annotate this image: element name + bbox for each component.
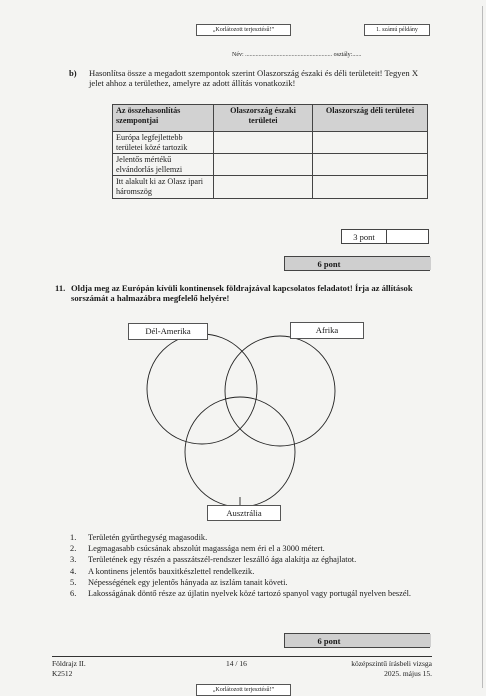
footer-subject: Földrajz II. (52, 659, 86, 668)
table-header-cell: Olaszország déli területei (313, 105, 428, 132)
table-answer-cell-north[interactable] (214, 154, 313, 176)
table-header-cell: Olaszország északi területei (214, 105, 313, 132)
task-total-label: 6 pont (285, 257, 374, 270)
venn-diagram (120, 315, 380, 527)
task-total-entry-field[interactable] (373, 257, 431, 270)
venn-label-south-america: Dél-Amerika (128, 323, 208, 340)
score-entry-field[interactable] (386, 230, 430, 243)
venn-circle-africa[interactable] (225, 336, 335, 446)
table-cell-criterion: Európa legfejlettebb területei közé tartozik (113, 132, 214, 154)
task-11-instruction: Oldja meg az Európán kívüli kontinensek földrajzával kapcsolatos feladatot! Írja az állítások sorszámát a halmazábra megfelelő helyére! (71, 283, 413, 304)
part-b-label: b) (69, 68, 77, 78)
score-box-part-b (341, 229, 429, 244)
venn-label-australia: Ausztrália (207, 505, 281, 521)
statement-number: 1. (70, 533, 77, 542)
task-total-box-2 (284, 633, 430, 648)
statement-text: Népességének egy jelentős hányada az iszlám tanait követi. (88, 577, 288, 587)
table-answer-cell-south[interactable] (313, 154, 428, 176)
table-header-cell: Az összehasonlítás szempontjai (113, 105, 214, 132)
task-total-entry-field[interactable] (373, 634, 431, 647)
list-item (70, 566, 440, 577)
restricted-label-text: „Korlátozott terjesztésű!” (212, 27, 275, 33)
statement-text: Lakosságának döntő része az újlatin nyelvek közé tartozó spanyol vagy portugál nyelven beszél. (88, 589, 412, 599)
statement-number: 3. (70, 555, 77, 565)
table-cell-criterion: Itt alakult ki az Olasz ipari háromszög (113, 176, 214, 198)
footer-exam: középszintű írásbeli vizsga (351, 659, 432, 668)
comparison-table-wrap (112, 104, 428, 199)
venn-label-africa: Afrika (290, 322, 364, 339)
table-row (113, 154, 428, 176)
list-item (70, 554, 440, 565)
task-total-label: 6 pont (285, 634, 374, 647)
comparison-table (112, 104, 428, 199)
table-header-row (113, 105, 428, 132)
footer-divider (52, 656, 432, 657)
footer-code: K2512 (52, 669, 73, 678)
copy-label-text: 1. számú példány (376, 27, 418, 33)
statement-number: 2. (70, 544, 77, 554)
table-answer-cell-south[interactable] (313, 176, 428, 198)
list-item (70, 577, 440, 588)
restricted-label-top (196, 24, 291, 36)
footer-date: 2025. május 15. (384, 669, 432, 678)
table-answer-cell-north[interactable] (214, 176, 313, 198)
copy-label (364, 24, 430, 36)
statement-number: 4. (70, 566, 77, 576)
task-11-number: 11. (55, 283, 66, 293)
page-edge-line (482, 6, 483, 688)
statement-text: Területén gyűrthegység magasodik. (88, 533, 208, 542)
table-row (113, 176, 428, 198)
statement-list (70, 532, 440, 599)
table-row (113, 132, 428, 154)
list-item (70, 543, 440, 554)
task-total-box-1 (284, 256, 430, 271)
statement-number: 5. (70, 577, 77, 587)
part-b-instruction: Hasonlítsa össze a megadott szempontok szerint Olaszország északi és déli területeit! Tegyen X jelet ahhoz a területhez, amelyre az adott állítás vonatkozik! (89, 68, 419, 89)
statement-text: Területének egy részén a passzátszél-rendszer leszálló ága alakítja az éghajlatot. (88, 555, 357, 565)
restricted-label-text: „Korlátozott terjesztésű!” (212, 687, 275, 693)
statement-text: A kontinens jelentős bauxitkészlettel rendelkezik. (88, 566, 255, 576)
venn-circle-australia[interactable] (185, 397, 295, 507)
table-answer-cell-north[interactable] (214, 132, 313, 154)
list-item (70, 532, 440, 543)
venn-circle-south-america[interactable] (147, 334, 257, 444)
table-answer-cell-south[interactable] (313, 132, 428, 154)
page-number: 14 / 16 (226, 659, 247, 668)
list-item (70, 588, 440, 599)
statement-number: 6. (70, 589, 77, 599)
name-line: Név: .......................................................... osztály:...... (232, 52, 362, 58)
table-cell-criterion: Jelentős mértékű elvándorlás jellemzi (113, 154, 214, 176)
restricted-label-bottom (196, 684, 291, 696)
score-label: 3 pont (342, 230, 387, 243)
statement-text: Legmagasabb csúcsának abszolút magassága nem éri el a 3000 métert. (88, 544, 325, 554)
